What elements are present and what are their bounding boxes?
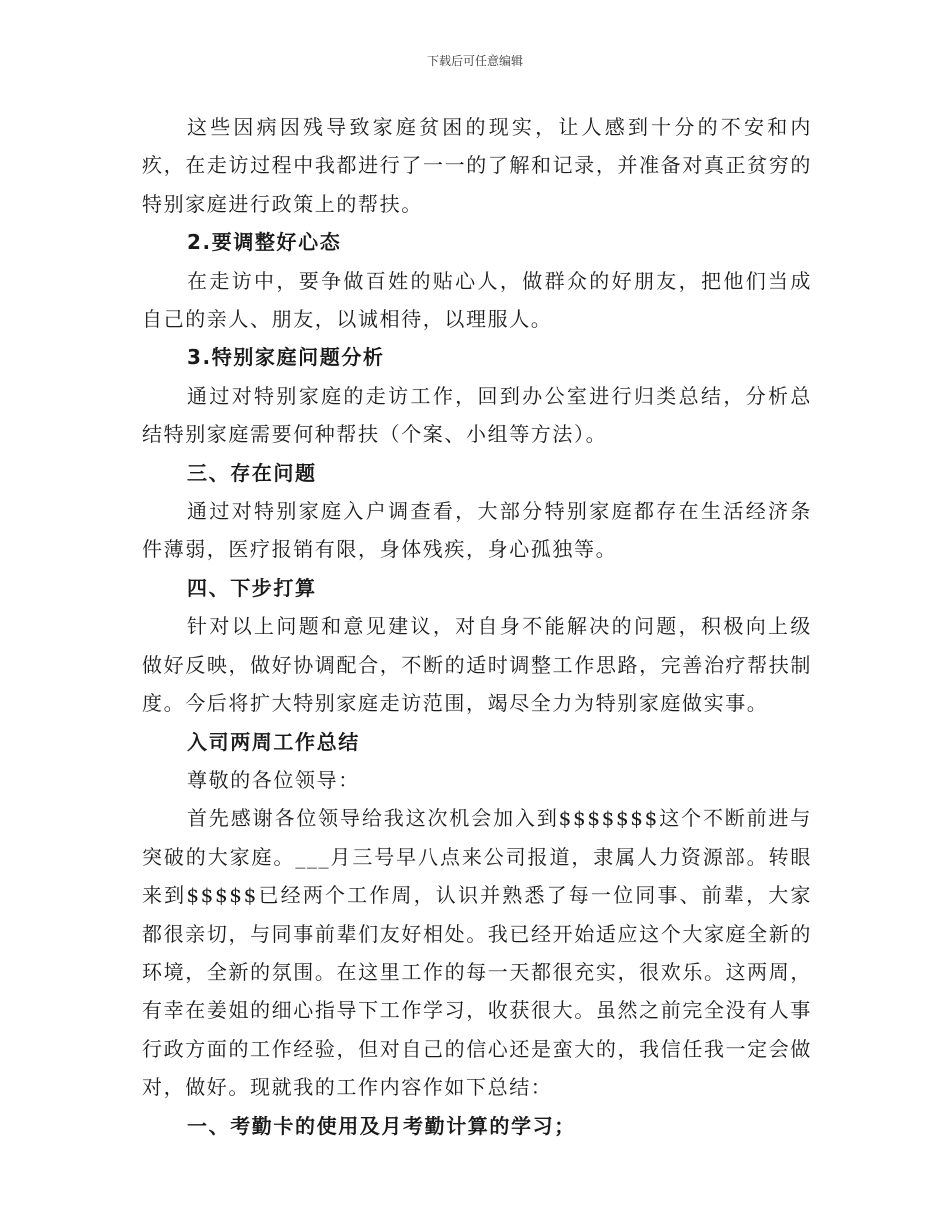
paragraph: 通过对特别家庭的走访工作，回到办公室进行归类总结，分析总结特别家庭需要何种帮扶（个案、小组等方法）。 [142, 383, 812, 447]
section-heading: 2.要调整好心态 [187, 230, 342, 255]
paragraph: 通过对特别家庭入户调查看，大部分特别家庭都存在生活经济条件薄弱，医疗报销有限，身体残疾，身心孤独等。 [142, 499, 812, 562]
document-title: 入司两周工作总结 [187, 729, 360, 754]
page-header: 下载后可任意编辑 [426, 54, 523, 68]
section-heading: 一、考勤卡的使用及月考勤计算的学习； [187, 1113, 576, 1138]
paragraph: 在走访中，要争做百姓的贴心人，做群众的好朋友，把他们当成自己的亲人、朋友，以诚相待，以理服人。 [142, 268, 812, 332]
paragraph: 这些因病因残导致家庭贫困的现实，让人感到十分的不安和内疚，在走访过程中我都进行了一一的了解和记录，并准备对真正贫穷的特别家庭进行政策上的帮扶。 [142, 115, 812, 216]
section-heading: 四、下步打算 [187, 575, 317, 600]
paragraph: 首先感谢各位领导给我这次机会加入到$$$$$$$这个不断前进与突破的大家庭。___月三号早八点来公司报道，隶属人力资源部。转眼来到$$$$$已经两个工作周，认识并熟悉了每一位同事、前辈，大家都很亲切，与同事前辈们友好相处。我已经开始适应这个大家庭全新的环境，全新的氛围。在这里工作的每一天都很充实，很欢乐。这两周，有幸在姜姐的细心指导下工作学习，收获很大。虽然之前完全没有人事行政方面的工作经验，但对自己的信心还是蛮大的，我信任我一定会做对，做好。现就我的工作内容作如下总结： [142, 806, 812, 1100]
salutation: 尊敬的各位领导： [187, 767, 360, 792]
section-heading: 3.特别家庭问题分析 [187, 345, 385, 370]
paragraph: 针对以上问题和意见建议，对自身不能解决的问题，积极向上级做好反映，做好协调配合，不断的适时调整工作思路，完善治疗帮扶制度。今后将扩大特别家庭走访范围，竭尽全力为特别家庭做实事。 [142, 614, 812, 716]
document-body [142, 108, 812, 1145]
section-heading: 三、存在问题 [187, 460, 317, 485]
